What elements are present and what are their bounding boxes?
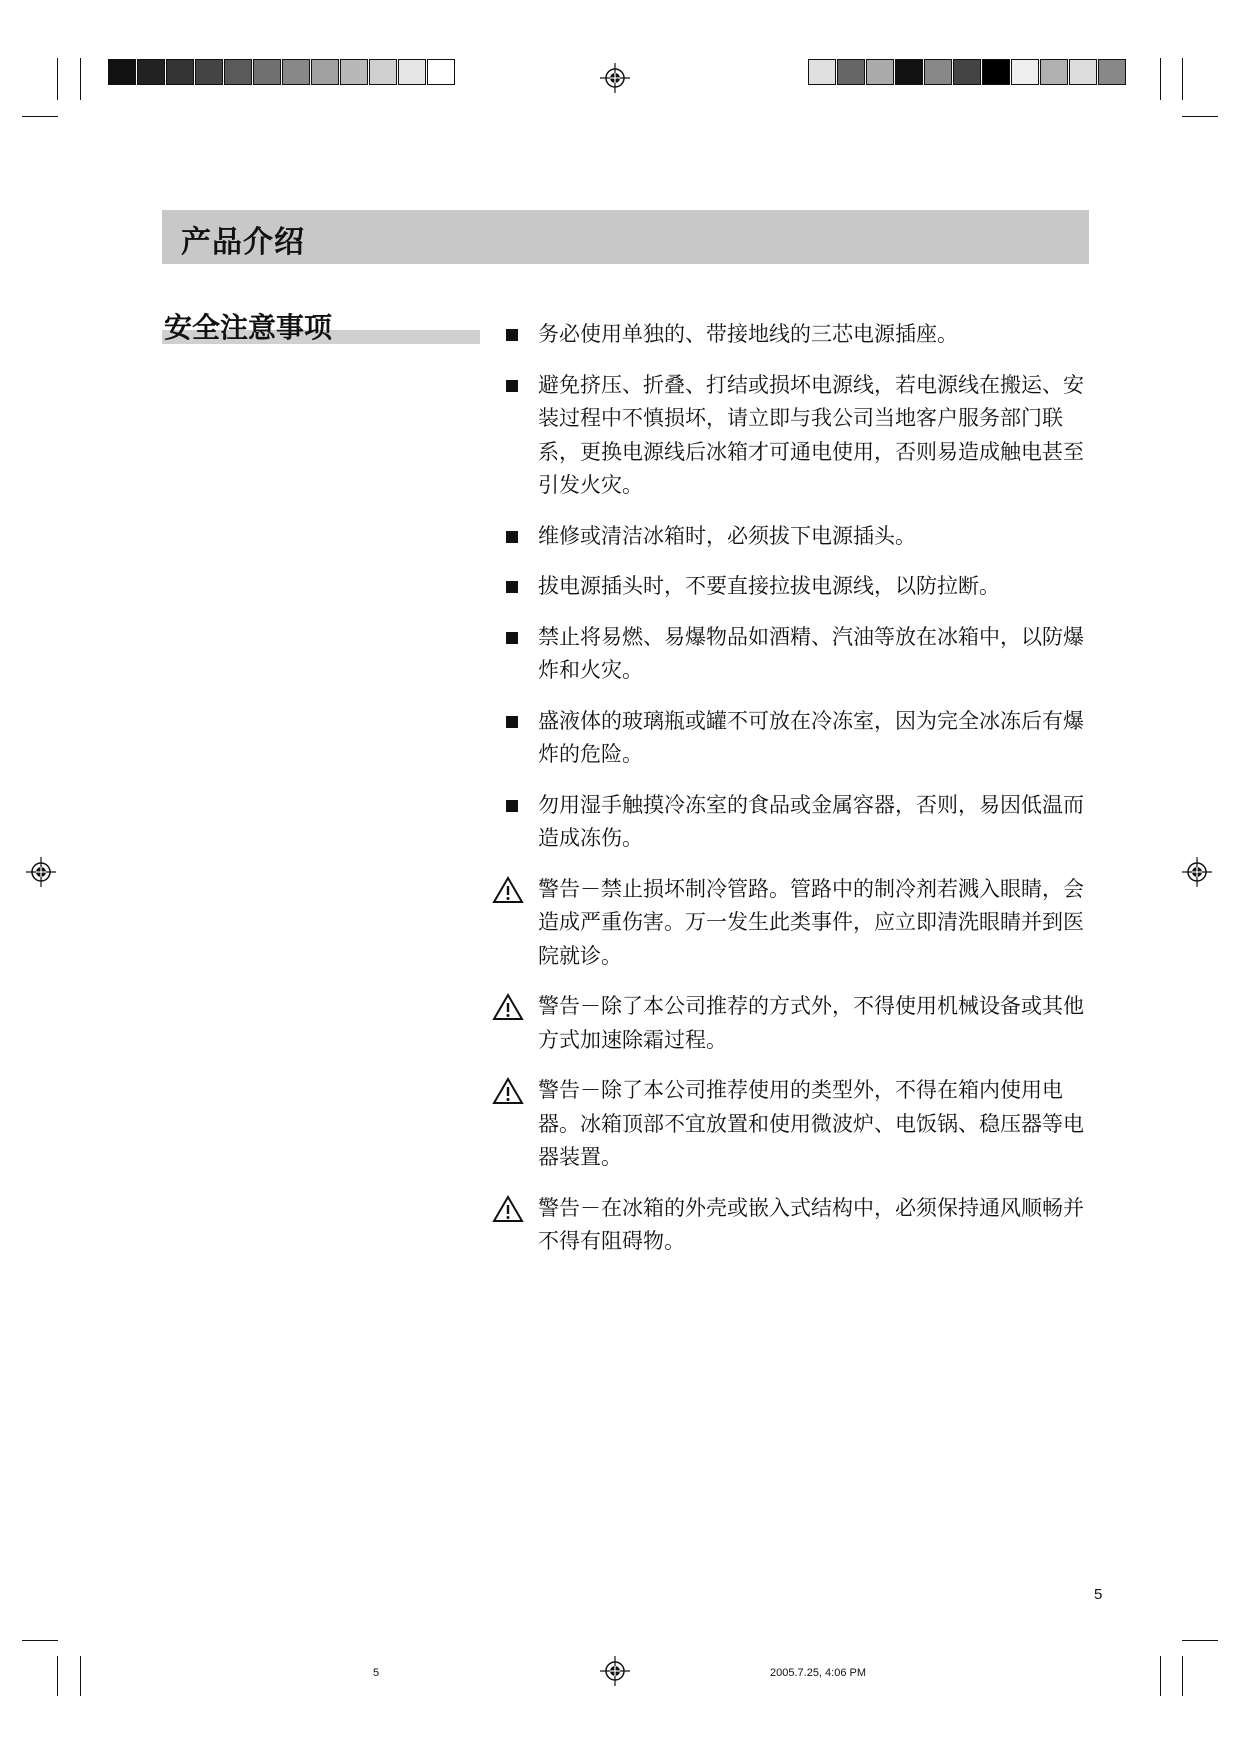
item-text: 警告－除了本公司推荐的方式外，不得使用机械设备或其他方式加速除霜过程。 [538,994,1084,1052]
registration-mark-icon [1182,857,1212,887]
color-swatch [398,59,426,85]
item-text: 警告－在冰箱的外壳或嵌入式结构中，必须保持通风顺畅并不得有阻碍物。 [538,1195,1084,1253]
bullet-square-icon [506,581,518,593]
bullet-square-icon [506,531,518,543]
color-swatch [895,59,923,85]
color-swatch [369,59,397,85]
slug-page: 5 [373,1667,380,1679]
crop-mark [1182,58,1183,100]
safety-list [490,318,1090,1276]
crop-mark [1160,1656,1161,1696]
color-swatch [1011,59,1039,85]
color-swatch [808,59,836,85]
color-swatch [427,59,455,85]
color-swatch [340,59,368,85]
color-swatch [982,59,1010,85]
color-swatch [953,59,981,85]
item-text: 盛液体的玻璃瓶或罐不可放在冷冻室，因为完全冰冻后有爆炸的危险。 [538,708,1084,766]
list-item [490,789,1090,856]
section-title: 产品介绍 [181,225,305,260]
item-text: 维修或清洁冰箱时，必须拔下电源插头。 [538,523,916,548]
crop-mark [80,58,81,100]
warning-item [490,873,1090,974]
color-swatch [253,59,281,85]
color-swatch [1040,59,1068,85]
color-swatch [1098,59,1126,85]
page-number: 5 [1094,1586,1103,1603]
list-item [490,318,1090,352]
color-swatch [137,59,165,85]
list-item [490,621,1090,688]
color-swatch [311,59,339,85]
bullet-square-icon [506,800,518,812]
crop-mark [1182,1640,1218,1641]
color-swatch [108,59,136,85]
list-item [490,520,1090,554]
bullet-square-icon [506,380,518,392]
color-swatch [166,59,194,85]
warning-triangle-icon [492,993,524,1021]
item-text: 拔电源插头时，不要直接拉拔电源线，以防拉断。 [538,574,1000,598]
registration-mark-icon [600,63,630,93]
color-bar-left [108,59,456,85]
crop-mark [57,58,58,100]
crop-mark [57,1656,58,1696]
color-swatch [195,59,223,85]
subheading [162,306,480,346]
subheading-text: 安全注意事项 [164,311,333,344]
crop-mark [1160,58,1161,100]
item-text: 禁止将易燃、易爆物品如酒精、汽油等放在冰箱中，以防爆炸和火灾。 [538,624,1084,682]
item-text: 警告－除了本公司推荐使用的类型外，不得在箱内使用电器。冰箱顶部不宜放置和使用微波炉、电饭锅、稳压器等电器装置。 [538,1078,1084,1169]
warning-triangle-icon [492,876,524,904]
color-swatch [837,59,865,85]
warning-item [490,1192,1090,1259]
list-item [490,705,1090,772]
crop-mark [22,116,58,117]
color-swatch [282,59,310,85]
item-text: 勿用湿手触摸冷冻室的食品或金属容器，否则，易因低温而造成冻伤。 [538,792,1084,850]
list-item [490,570,1090,604]
item-text: 避免挤压、折叠、打结或损坏电源线，若电源线在搬运、安装过程中不慎损坏，请立即与我公司当地客户服务部门联系，更换电源线后冰箱才可通电使用，否则易造成触电甚至引发火灾。 [538,372,1084,497]
color-bar-right [808,59,1127,85]
item-text: 警告－禁止损坏制冷管路。管路中的制冷剂若溅入眼睛，会造成严重伤害。万一发生此类事件，应立即清洗眼睛并到医院就诊。 [538,876,1084,968]
crop-mark [1182,1656,1183,1696]
color-swatch [224,59,252,85]
warning-item [490,990,1090,1057]
item-text: 务必使用单独的、带接地线的三芯电源插座。 [538,322,958,346]
slug-timestamp: 2005.7.25, 4:06 PM [770,1667,867,1679]
color-swatch [1069,59,1097,85]
warning-item [490,1074,1090,1175]
color-swatch [866,59,894,85]
section-header [162,210,1089,264]
crop-mark [80,1656,81,1696]
bullet-square-icon [506,329,518,341]
bullet-square-icon [506,632,518,644]
crop-mark [1182,116,1218,117]
warning-triangle-icon [492,1195,524,1223]
registration-mark-icon [600,1656,630,1686]
crop-mark [22,1640,58,1641]
registration-mark-icon [26,857,56,887]
bullet-square-icon [506,716,518,728]
color-swatch [924,59,952,85]
list-item [490,369,1090,503]
warning-triangle-icon [492,1077,524,1105]
